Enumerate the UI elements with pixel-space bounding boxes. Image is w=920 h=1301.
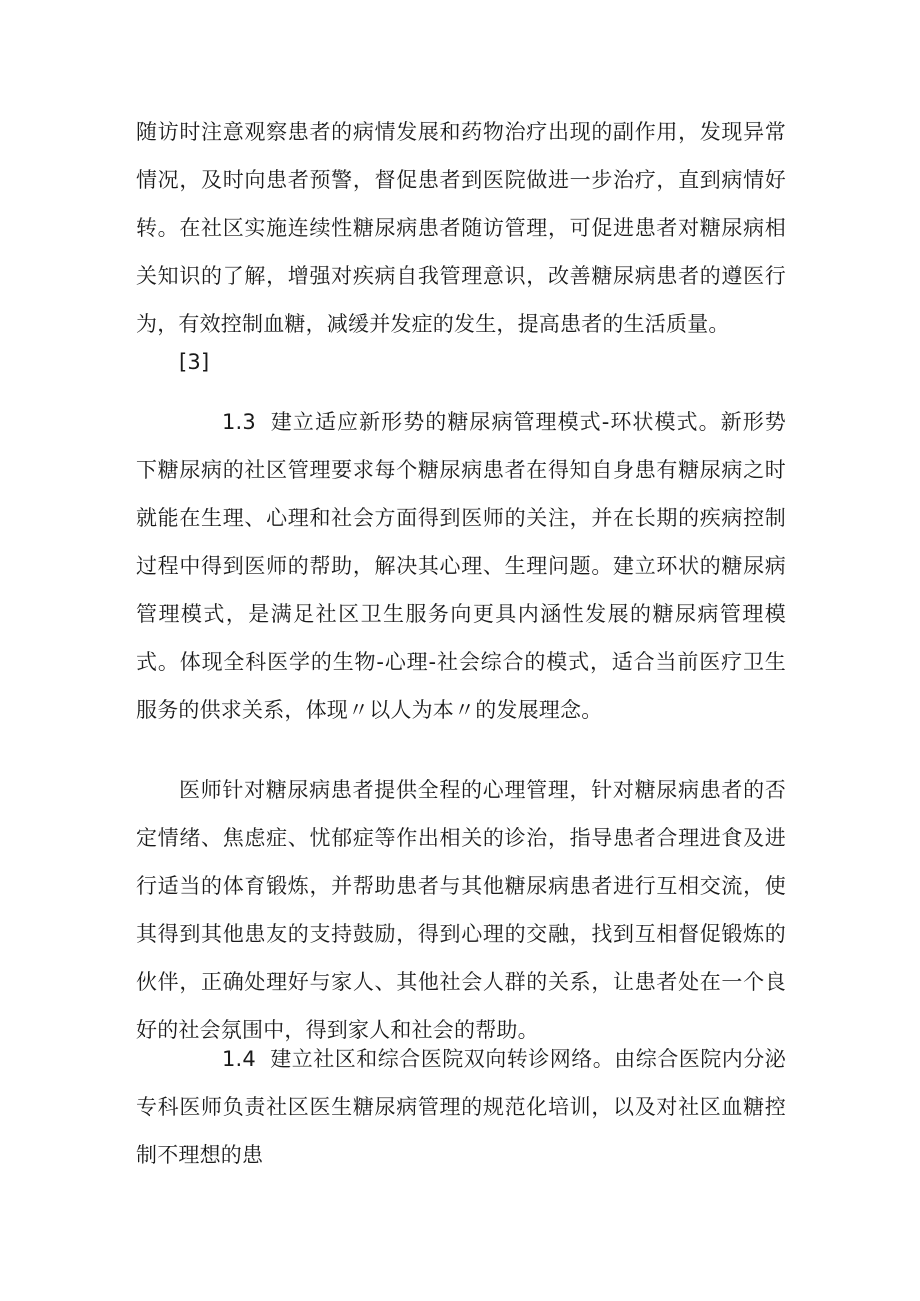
paragraph-followup: 随访时注意观察患者的病情发展和药物治疗出现的副作用，发现异常情况，及时向患者预警，督促患者到医院做进一步治疗，直到病情好转。在社区实施连续性糖尿病患者随访管理，可促进患者对糖尿病相关知识的了解，增强对疾病自我管理意识，改善糖尿病患者的遵医行为，有效控制血糖，减缓并发症的发生，提高患者的生活质量。 bbox=[136, 120, 786, 336]
section-1-4-paragraph bbox=[136, 1035, 786, 1179]
section-text: 建立适应新形势的糖尿病管理模式-环状模式。新形势下糖尿病的社区管理要求每个糖尿病患者在得知自身患有糖尿病之时就能在生理、心理和社会方面得到医师的关注，并在长期的疾病控制过程中得到医师的帮助，解决其心理、生理问题。建立环状的糖尿病管理模式，是满足社区卫生服务向更具内涵性发展的糖尿病管理模式。体现全科医学的生物-心理-社会综合的模式，适合当前医疗卫生服务的供求关系，体现〃以人为本〃的发展理念。 bbox=[136, 410, 786, 722]
section-number: 1.3 bbox=[222, 410, 256, 434]
section-number: 1.4 bbox=[222, 1047, 256, 1071]
section-1-3-paragraph bbox=[136, 398, 786, 734]
reference-marker: [3] bbox=[179, 350, 210, 374]
section-text: 建立社区和综合医院双向转诊网络。由综合医院内分泌专科医师负责社区医生糖尿病管理的规范化培训，以及对社区血糖控制不理想的患 bbox=[136, 1047, 786, 1167]
paragraph-psychological-management: 医师针对糖尿病患者提供全程的心理管理，针对糖尿病患者的否定情绪、焦虑症、忧郁症等作出相关的诊治，指导患者合理进食及进行适当的体育锻炼，并帮助患者与其他糖尿病患者进行互相交流，使其得到其他患友的支持鼓励，得到心理的交融，找到互相督促锻炼的伙伴，正确处理好与家人、其他社会人群的关系，让患者处在一个良好的社会氛围中，得到家人和社会的帮助。 bbox=[136, 778, 786, 1042]
